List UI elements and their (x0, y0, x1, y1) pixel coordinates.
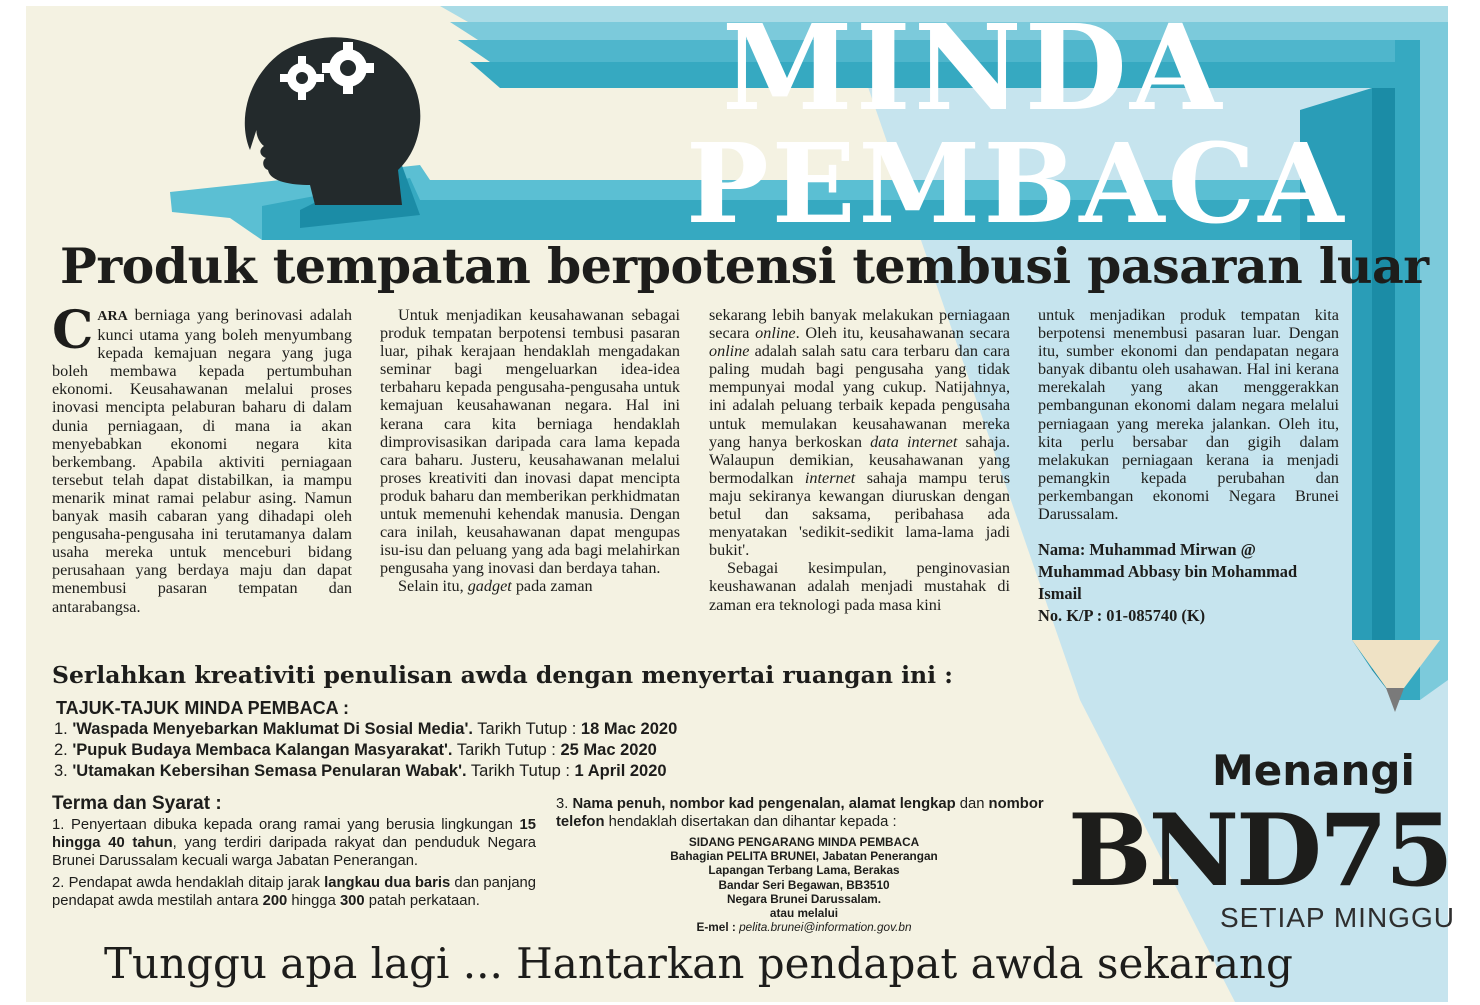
term-item: 3. Nama penuh, nombor kad pengenalan, alamat lengkap dan nombor telefon hendaklah disertakan dan dihantar kepada : (556, 796, 1044, 830)
topic-item: 3. 'Utamakan Kebersihan Semasa Penularan Wabak'. Tarikh Tutup : 1 April 2020 (54, 762, 667, 780)
ribbon-fold-dark (1372, 88, 1395, 700)
article-paragraph: Untuk menjadikan keusahawanan sebagai produk tempatan berpotensi tembusi pasaran luar, pihak kerajaan hendaklah mengadakan seminar bagi mengeluarkan idea-idea terbaharu kepada pengusaha-pengusaha untuk kemajuan keusahawanan negara. Hal ini kerana cara kita berniaga hendaklah dimprovisasikan daripada cara lama kepada cara baharu. Justeru, keusahawanan melalui proses kreativiti dan inovasi dapat mencipta produk baharu dan memberikan perkhidmatan untuk memenuhi kehendak manusia. Dengan cara inilah, keusahawanan dapat mengupas isu-isu dan peluang yang ada bagi melahirkan pengusaha yang inovasi dan berdaya tahan. (380, 306, 680, 578)
terms-title: Terma dan Syarat : (52, 793, 222, 814)
topic-item: 2. 'Pupuk Budaya Membaca Kalangan Masyarakat'. Tarikh Tutup : 25 Mac 2020 (54, 741, 657, 759)
terms-conditions (52, 792, 536, 914)
term-item: 1. Penyertaan dibuka kepada orang ramai yang berusia lingkungan 15 hingga 40 tahun, yang terdiri daripada rakyat dan penduduk Negara Brunei Darussalam kecuali warga Jabatan Penerangan. (52, 817, 536, 869)
ribbon-fold (1395, 40, 1420, 700)
author-name: Nama: Muhammad Mirwan @ Muhammad Abbasy bin Mohammad Ismail (1038, 540, 1298, 604)
masthead-pembaca: PEMBACA (686, 119, 1347, 248)
term-item: 2. Pendapat awda hendaklah ditaip jarak langkau dua baris dan panjang pendapat awda mestilah antara 200 hingga 300 patah perkataan. (52, 875, 537, 909)
ribbon-fold-light (1420, 22, 1448, 700)
article-paragraph: untuk menjadikan produk tempatan kita berpotensi menembusi pasaran luar. Dengan itu, sumber ekonomi dan pendapatan negara banyak dibantu oleh usahawan. Hal ini kerana merekalah yang akan menggerakkan pembangunan ekonomi dalam negara melalui perniagaan yang mereka jalankan. Oleh itu, kita perlu bersabar dan gigih dalam melakukan perniagaan kerana ia menjadi pemangkin kepada perubahan dan perkembangan ekonomi Negara Brunei Darussalam. (1038, 306, 1339, 524)
article-paragraph: Selain itu, gadget pada zaman (398, 577, 593, 596)
prize-amount: BND75 (1068, 793, 1451, 909)
article-headline: Produk tempatan berpotensi tembusi pasaran luar (60, 237, 1429, 295)
article-column-2 (380, 306, 680, 596)
author-byline (1038, 539, 1339, 627)
masthead-minda: MINDA (722, 0, 1225, 137)
topic-item: 1. 'Waspada Menyebarkan Maklumat Di Sosial Media'. Tarikh Tutup : 18 Mac 2020 (54, 720, 678, 738)
call-to-action: Tunggu apa lagi ... Hantarkan pendapat awda sekarang (104, 939, 1293, 988)
mailing-address: SIDANG PENGARANG MINDA PEMBACA Bahagian PELITA BRUNEI, Jabatan Penerangan Lapangan Terbang Lama, Berakas Bandar Seri Begawan, BB3510 Negara Brunei Darussalam. atau melalui E-mel : pelita.brunei@information.gov.bn (670, 835, 938, 935)
prize-frequency: SETIAP MINGGU (1220, 902, 1455, 933)
invite-heading: Serlahkan kreativiti penulisan awda dengan menyertai ruangan ini : (52, 661, 953, 689)
submission-instructions (556, 795, 1052, 934)
email-address: pelita.brunei@information.gov.bn (739, 920, 912, 935)
article-paragraph: sekarang lebih banyak melakukan perniagaan secara online. Oleh itu, keusahawanan secara online adalah salah satu cara terbaru dan cara paling mudah bagi pengusaha yang tidak mempunyai modal yang cukup. Natijahnya, ini adalah peluang terbaik kepada pengusaha untuk memulakan keusahawanan mereka yang hanya berkoskan data internet sahaja. Walaupun demikian, keusahawanan yang bermodalkan internet sahaja mampu terus maju sekiranya kewangan diuruskan dengan betul dan saksama, peribahasa ada menyatakan 'sedikit-sedikit lama-lama jadi bukit'. (709, 306, 1010, 560)
article-paragraph: Sebagai kesimpulan, penginovasian keushawanan adalah menjadi mustahak di zaman era teknologi pada masa kini (709, 559, 1010, 614)
drop-cap: C (52, 300, 94, 361)
prize-heading: Menangi (1212, 746, 1415, 795)
article-column-4 (1038, 306, 1339, 627)
article-column-1: CARA berniaga yang berinovasi adalah kunci utama yang boleh menyumbang kepada kemajuan negara yang juga boleh membawa kepada pertumbuhan ekonomi. Keusahawanan melalui proses inovasi mencipta pelaburan baharu di dalam dunia perniagaan, di mana ia akan menyebabkan ekonomi negara kita berkembang. Apabila aktiviti perniagaan tersebut telah dapat distabilkan, ia mampu menarik minat ramai pelabur asing. Namun banyak masih cabaran yang dihadapi oleh pengusaha-pengusaha ini terutamanya dalam usaha mereka untuk menceburi bidang perusahaan yang berdaya maju dan dapat menembusi pasaran tempatan dan antarabangsa. (52, 300, 352, 616)
topics-title: TAJUK-TAJUK MINDA PEMBACA : (56, 698, 349, 718)
topics-list (52, 698, 677, 782)
author-id: No. K/P : 01-085740 (K) (1038, 606, 1206, 626)
article-column-3 (709, 306, 1010, 614)
